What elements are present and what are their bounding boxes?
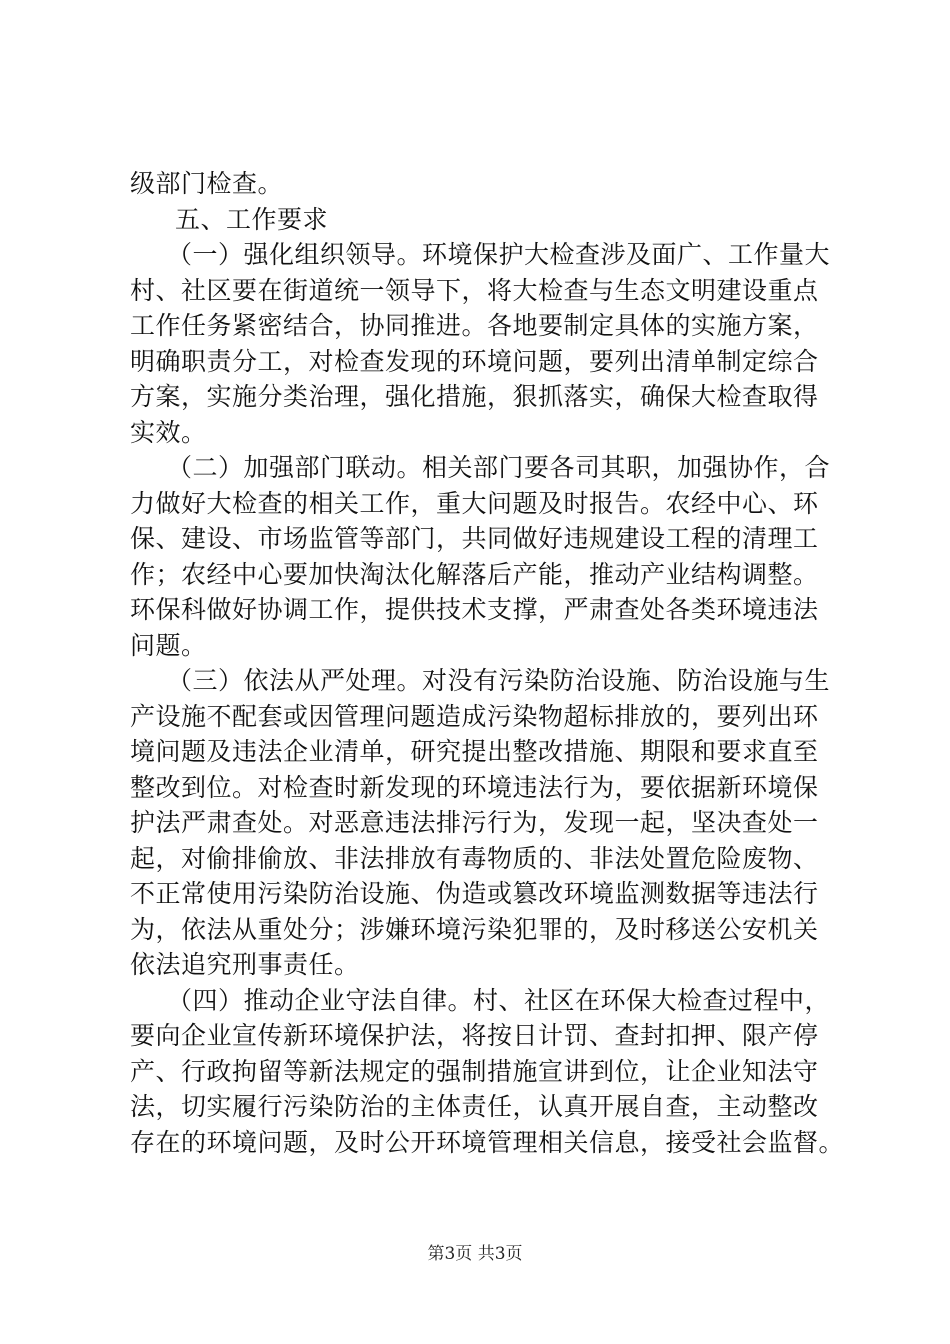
text-line: 保、建设、市场监管等部门，共同做好违规建设工程的清理工 <box>130 524 819 553</box>
document-body <box>130 166 850 1160</box>
section-heading: 五、工作要求 <box>175 204 329 234</box>
text-line: 问题。 <box>130 630 207 660</box>
paragraph-start: （一）强化组织领导。环境保护大检查涉及面广、工作量大 <box>167 240 831 269</box>
text-line: 明确职责分工，对检查发现的环境问题，要列出清单制定综合 <box>130 346 819 376</box>
text-line: 护法严肃查处。对恶意违法排污行为，发现一起，坚决查处一 <box>130 808 819 837</box>
text-line: 要向企业宣传新环境保护法，将按日计罚、查封扣押、限产停 <box>130 1021 819 1050</box>
text-line: 依法追究刑事责任。 <box>130 950 360 979</box>
text-line: 法，切实履行污染防治的主体责任，认真开展自查，主动整改 <box>130 1092 819 1121</box>
paragraph-start: （四）推动企业守法自律。村、社区在环保大检查过程中， <box>167 985 831 1015</box>
text-line: 环保科做好协调工作，提供技术支撑，严肃查处各类环境违法 <box>130 595 819 624</box>
text-line: 产、行政拘留等新法规定的强制措施宣讲到位，让企业知法守 <box>130 1056 819 1086</box>
text-line: 工作任务紧密结合，协同推进。各地要制定具体的实施方案， <box>130 311 819 340</box>
text-line: 力做好大检查的相关工作，重大问题及时报告。农经中心、环 <box>130 488 819 518</box>
text-line: 起，对偷排偷放、非法排放有毒物质的、非法处置危险废物、 <box>130 843 819 873</box>
text-line: 作；农经中心要加快淘汰化解落后产能，推动产业结构调整。 <box>130 559 819 589</box>
text-line: 为，依法从重处分；涉嫌环境污染犯罪的，及时移送公安机关 <box>130 914 819 944</box>
paragraph-start: （三）依法从严处理。对没有污染防治设施、防治设施与生 <box>167 666 831 695</box>
text-line: 境问题及违法企业清单，研究提出整改措施、期限和要求直至 <box>130 737 819 766</box>
text-line: 不正常使用污染防治设施、伪造或篡改环境监测数据等违法行 <box>130 879 819 908</box>
text-line: 方案，实施分类治理，强化措施，狠抓落实，确保大检查取得 <box>130 382 819 411</box>
paragraph-start: （二）加强部门联动。相关部门要各司其职，加强协作，合 <box>167 453 831 482</box>
page-footer <box>0 1243 950 1265</box>
text-line: 存在的环境问题，及时公开环境管理相关信息，接受社会监督。 <box>130 1127 845 1157</box>
text-line: 整改到位。对检查时新发现的环境违法行为，要依据新环境保 <box>130 772 819 802</box>
text-line: 实效。 <box>130 417 207 447</box>
text-line: 级部门检查。 <box>130 169 284 198</box>
text-line: 村、社区要在街道统一领导下，将大检查与生态文明建设重点 <box>130 275 819 305</box>
text-line: 产设施不配套或因管理问题造成污染物超标排放的，要列出环 <box>130 701 819 731</box>
page-number: 第3页 共3页 <box>427 1244 523 1264</box>
